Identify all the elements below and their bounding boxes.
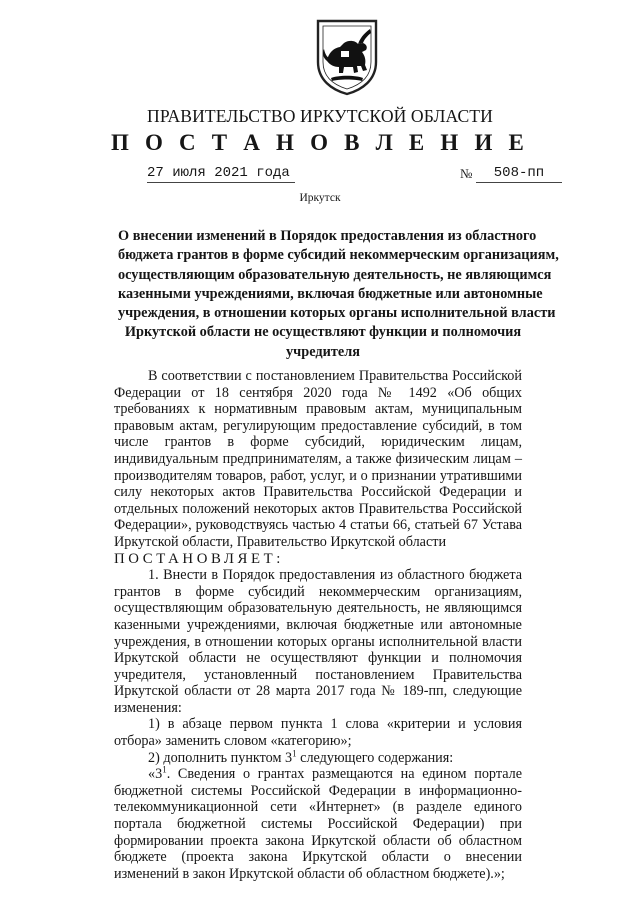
date-number-row [0, 165, 640, 185]
title-line: бюджета грантов в форме субсидий некоммерческим организациям, [118, 247, 559, 264]
title-line: О внесении изменений в Порядок предоставления из областного [118, 228, 537, 244]
title-line: учреждения, в отношении которых органы исполнительной власти [118, 305, 556, 322]
document-date: 27 июля 2021 года [147, 165, 295, 183]
preamble-paragraph: В соответствии с постановлением Правительства Российской Федерации от 18 сентября 2020 года № 1492 «Об общих требованиях к нормативным правовым актам, муниципальным правовым актам, регулирующим предоставление субсидий, в том числе грантов в форме субсидий, юридическим лицам, индивидуальным предпринимателям, а также физическим лицам – производителям товаров, работ, услуг, и о признании утратившими силу некоторых актов Правительства Российской Федерации и отдельных положений некоторых актов Правительства Российской Федерации», руководствуясь частью 4 статьи 66, статьей 67 Устава Иркутской области, Правительство Иркутской области [114, 368, 522, 550]
quote-start: «3 [148, 766, 163, 783]
document-type: П О С Т А Н О В Л Е Н И Е [110, 130, 530, 155]
city: Иркутск [299, 192, 341, 204]
subitem-2-text-end: следующего содержания: [296, 749, 454, 766]
superscript: 1 [162, 764, 167, 775]
number-sign: № [460, 166, 473, 181]
irkutsk-coat-of-arms-icon [314, 18, 380, 96]
document-body [114, 368, 522, 882]
subitem-1-paragraph: 1) в абзаце первом пункта 1 слова «критерии и условия отбора» заменить словом «категорию»; [114, 716, 522, 750]
title-line: осуществляющим образовательную деятельность, не являющимся [118, 266, 552, 283]
document-number: 508-пп [476, 165, 562, 183]
quote-text: . Сведения о грантах размещаются на едином портале бюджетной системы Российской Федерации в информационно-телекоммуникационной сети «Интернет» (в разделе единого портала бюджетной системы Российской Федерации) при формировании проекта закона Иркутской области об областном бюджете (проекта закона Иркутской области о внесении изменений в закон Иркутской области об областном бюджете).»; [114, 766, 522, 882]
subitem-2-paragraph [114, 747, 522, 767]
title-line: учредителя [286, 343, 360, 360]
title-line: казенными учреждениями, включая бюджетные или автономные [118, 285, 543, 302]
superscript: 1 [292, 747, 297, 758]
decree-word: ПОСТАНОВЛЯЕТ: [114, 550, 284, 567]
subitem-2-text: 2) дополнить пунктом 3 [148, 749, 293, 766]
title-line: Иркутской области не осуществляют функции и полномочия [124, 324, 522, 341]
item-1-paragraph: 1. Внести в Порядок предоставления из областного бюджета грантов в форме субсидий некоммерческим организациям, осуществляющим образовательную деятельность, не являющимся казенными учреждениями, включая бюджетные или автономные учреждения, в отношении которых органы исполнительной власти Иркутской области не осуществляют функции и полномочия учредителя, установленный постановлением Правительства Иркутской области от 28 марта 2017 года № 189-пп, следующие изменения: [114, 567, 522, 716]
organization-name: ПРАВИТЕЛЬСТВО ИРКУТСКОЙ ОБЛАСТИ [147, 106, 493, 126]
document-title [118, 227, 559, 362]
quoted-point-paragraph [114, 766, 522, 882]
